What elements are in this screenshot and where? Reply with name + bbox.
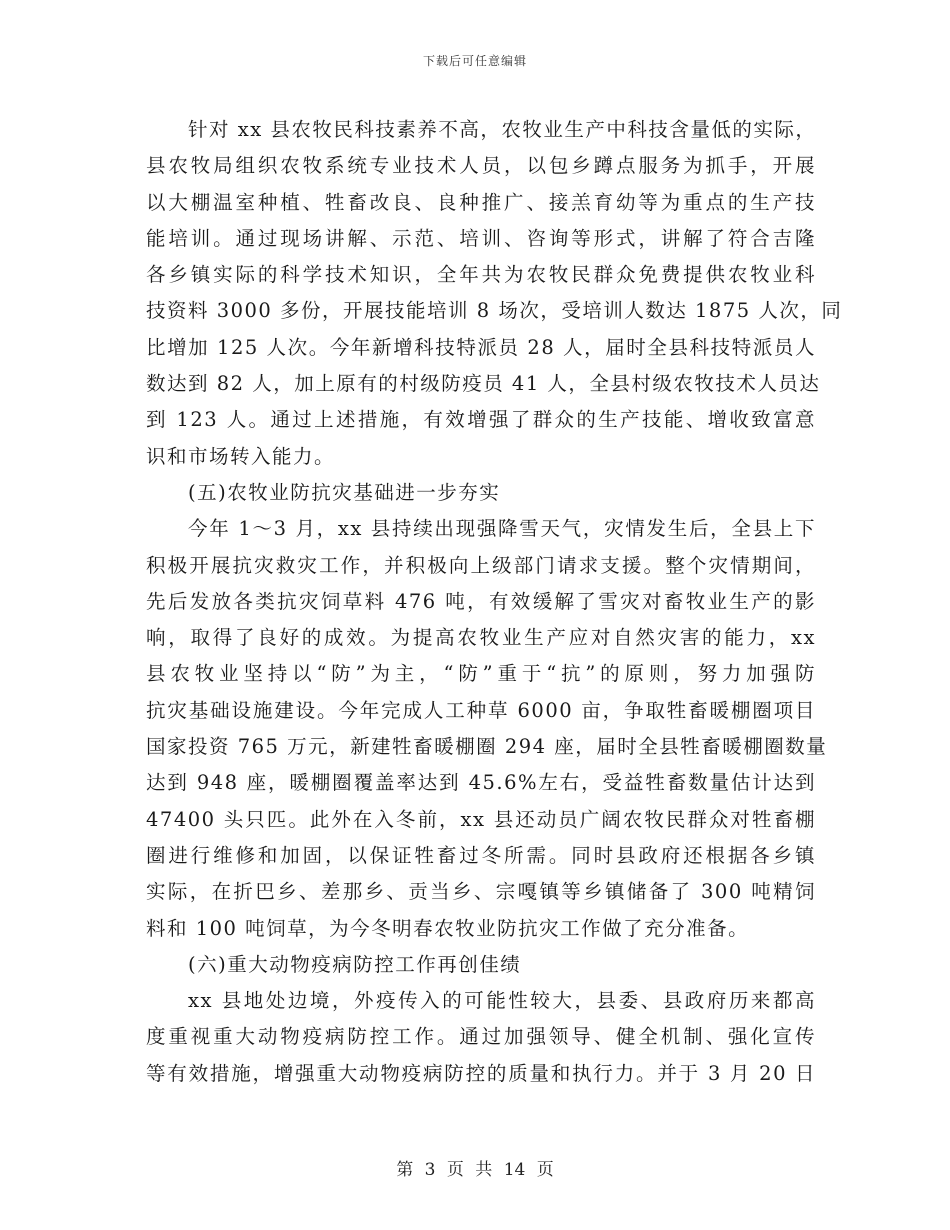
section-heading (146, 475, 816, 511)
paragraph (146, 511, 828, 947)
text-line: 先后发放各类抗灾饲草料 476 吨，有效缓解了雪灾对畜牧业生产的影 (146, 589, 816, 613)
text-line: 圈进行维修和加固，以保证牲畜过冬所需。同时县政府还根据各乡镇 (146, 843, 816, 867)
text-line: 抗灾基础设施建设。今年完成人工种草 6000 亩，争取牲畜暖棚圈项目 (146, 698, 816, 722)
section-heading-text: (五)农牧业防抗灾基础进一步夯实 (188, 480, 501, 504)
page-footer: 第 3 页 共 14 页 (396, 1160, 554, 1180)
text-line: 响，取得了良好的成效。为提高农牧业生产应对自然灾害的能力，xx (146, 626, 816, 650)
text-line: 以大棚温室种植、牲畜改良、良种推广、接羔育幼等为重点的生产技 (146, 190, 816, 214)
text-line: 等有效措施，增强重大动物疫病防控的质量和执行力。并于 3 月 20 日 (146, 1061, 816, 1085)
text-line: 到 123 人。通过上述措施，有效增强了群众的生产技能、增收致富意 (146, 408, 816, 432)
text-line: 度重视重大动物疫病防控工作。通过加强领导、健全机制、强化宣传 (146, 1025, 816, 1049)
paragraph (146, 983, 816, 1092)
text-line: 县农牧业坚持以“防”为主，“防”重于“抗”的原则，努力加强防 (146, 662, 816, 686)
text-line: 县农牧局组织农牧系统专业技术人员，以包乡蹲点服务为抓手，开展 (146, 154, 816, 178)
text-line: 积极开展抗灾救灾工作，并积极向上级部门请求支援。整个灾情期间， (146, 553, 816, 577)
text-line: 能培训。通过现场讲解、示范、培训、咨询等形式，讲解了符合吉隆 (146, 226, 816, 250)
text-line: 数达到 82 人，加上原有的村级防疫员 41 人，全县村级农牧技术人员达 (146, 372, 821, 396)
section-heading-text: (六)重大动物疫病防控工作再创佳绩 (188, 952, 522, 976)
page-header: 下载后可任意编辑 (422, 54, 527, 68)
section-heading (146, 947, 816, 983)
text-line: 识和市场转入能力。 (146, 444, 336, 468)
paragraph (146, 112, 843, 475)
text-line: 达到 948 座，暖棚圈覆盖率达到 45.6%左右，受益牲畜数量估计达到 (146, 771, 816, 795)
text-line: 47400 头只匹。此外在入冬前，xx 县还动员广阔农牧民群众对牲畜棚 (146, 807, 816, 831)
text-line: 国家投资 765 万元，新建牲畜暖棚圈 294 座，届时全县牲畜暖棚圈数量 (146, 735, 828, 759)
text-line: 今年 1～3 月，xx 县持续出现强降雪天气，灾情发生后，全县上下 (188, 517, 816, 541)
text-line: 各乡镇实际的科学技术知识，全年共为农牧民群众免费提供农牧业科 (146, 263, 816, 287)
text-line: 技资料 3000 多份，开展技能培训 8 场次，受培训人数达 1875 人次，同 (146, 299, 843, 323)
text-line: xx 县地处边境，外疫传入的可能性较大，县委、县政府历来都高 (188, 989, 816, 1013)
document-body (146, 112, 843, 1092)
text-line: 比增加 125 人次。今年新增科技特派员 28 人，届时全县科技特派员人 (146, 335, 816, 359)
text-line: 料和 100 吨饲草，为今冬明春农牧业防抗灾工作做了充分准备。 (146, 916, 750, 940)
text-line: 针对 xx 县农牧民科技素养不高，农牧业生产中科技含量低的实际， (188, 118, 817, 141)
text-line: 实际，在折巴乡、差那乡、贡当乡、宗嘎镇等乡镇储备了 300 吨精饲 (146, 880, 816, 904)
